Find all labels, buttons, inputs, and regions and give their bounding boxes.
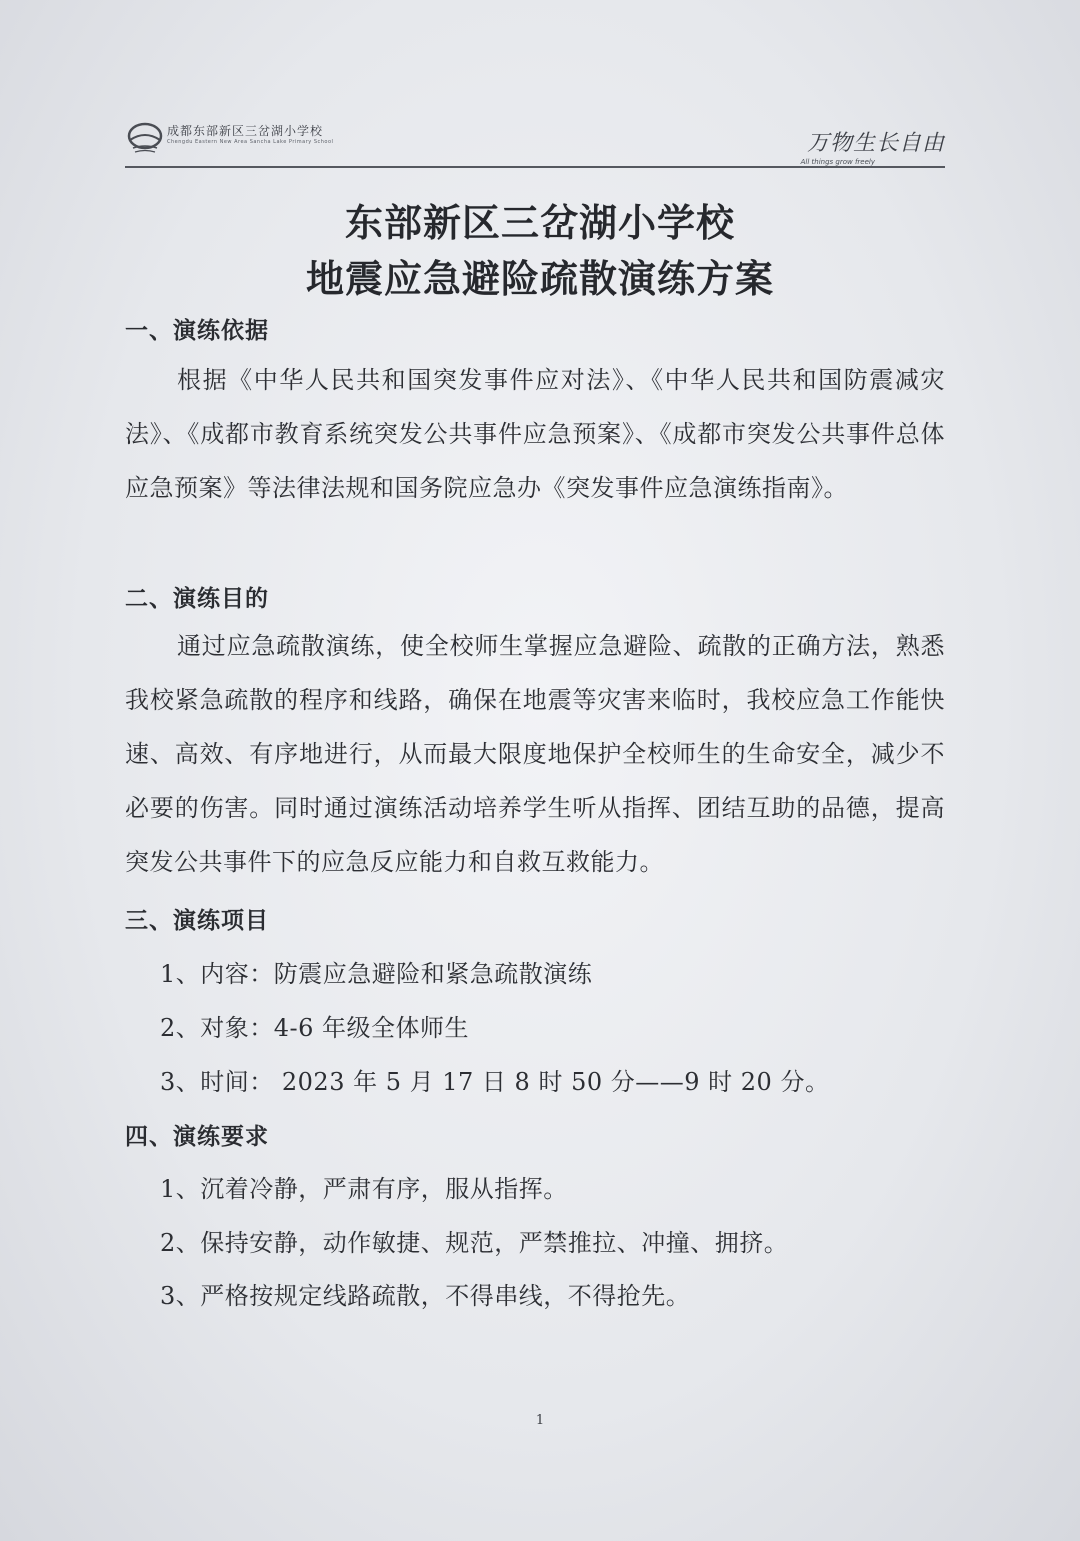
list-item: 1、内容：防震应急避险和紧急疏散演练 xyxy=(160,960,593,988)
list-item: 2、保持安静，动作敏捷、规范，严禁推拉、冲撞、拥挤。 xyxy=(160,1229,789,1257)
school-name-cn: 成都东部新区三岔湖小学校 xyxy=(167,124,324,138)
list-item: 3、时间： 2023 年 5 月 17 日 8 时 50 分——9 时 20 分。 xyxy=(160,1068,830,1096)
section-heading-requirements: 四、演练要求 xyxy=(125,1124,269,1150)
list-item: 3、严格按规定线路疏散，不得串线，不得抢先。 xyxy=(160,1282,691,1310)
letterhead xyxy=(125,112,945,172)
school-motto: 万物生长自由 xyxy=(806,131,945,156)
section-heading-items: 三、演练项目 xyxy=(125,908,269,934)
list-item: 2、对象：4-6 年级全体师生 xyxy=(160,1014,470,1042)
school-name-en: Chengdu Eastern New Area Sancha Lake Primary School xyxy=(167,139,334,145)
document-title-line1: 东部新区三岔湖小学校 xyxy=(344,201,735,245)
section-heading-basis: 一、演练依据 xyxy=(125,318,269,344)
page-number: 1 xyxy=(535,1413,545,1428)
school-logo xyxy=(125,118,165,158)
list-item: 1、沉着冷静，严肃有序，服从指挥。 xyxy=(160,1175,568,1203)
document-title-line2: 地震应急避险疏散演练方案 xyxy=(305,257,774,301)
section-paragraph-purpose: 通过应急疏散演练，使全校师生掌握应急避险、疏散的正确方法，熟悉我校紧急疏散的程序和线路，确保在地震等灾害来临时，我校应急工作能快速、高效、有序地进行，从而最大限度地保护全校师生的生命安全，减少不必要的伤害。同时通过演练活动培养学生听从指挥、团结互助的品德，提高突发公共事件下的应急反应能力和自救互救能力。 xyxy=(125,632,945,876)
section-paragraph-basis: 根据《中华人民共和国突发事件应对法》、《中华人民共和国防震减灾法》、《成都市教育系统突发公共事件应急预案》、《成都市突发公共事件总体应急预案》等法律法规和国务院应急办《突发事件应急演练指南》。 xyxy=(125,366,945,502)
section-heading-purpose: 二、演练目的 xyxy=(125,586,269,612)
letterhead-divider xyxy=(125,166,945,168)
school-motto-en: All things grow freely xyxy=(800,158,875,166)
